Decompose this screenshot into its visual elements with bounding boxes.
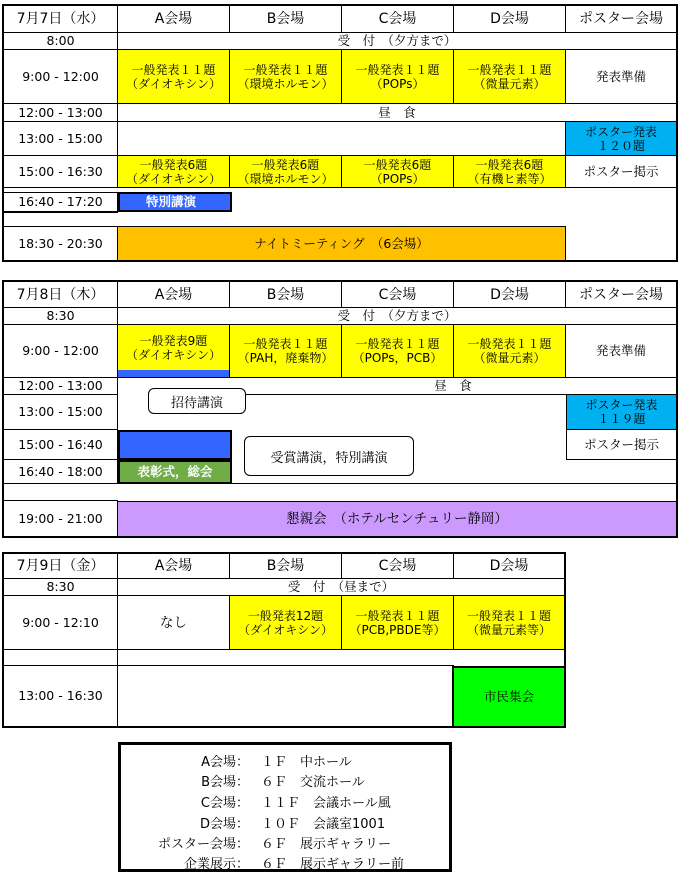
legend-value: ６Ｆ 展示ギャラリー前 (261, 857, 405, 872)
lunch-cell: 昼 食 (230, 378, 676, 395)
venue-header: D会場 (454, 282, 566, 308)
special-lecture-cell: 特別講演 (118, 192, 232, 212)
date-header: 7月8日（木） (4, 282, 118, 308)
session-cell: 一般発表6題 （有機ヒ素等） (454, 156, 566, 188)
row-divider (118, 665, 454, 666)
venue-header: B会場 (230, 554, 342, 579)
legend-row (121, 811, 449, 831)
invited-lecture-bar (118, 370, 230, 378)
time-label: 12:00 - 13:00 (4, 378, 118, 395)
award-lecture-block (118, 430, 232, 460)
session-cell: 一般発表6題 （ダイオキシン） (118, 156, 230, 188)
award-lecture-callout: 受賞講演，特別講演 (244, 436, 414, 476)
row-divider (4, 212, 118, 213)
legend-key: B会場： (201, 775, 249, 790)
venue-header: C会場 (342, 6, 454, 33)
session-cell: 一般発表１１題 （微量元素等） (454, 596, 564, 650)
legend-row (121, 749, 449, 769)
session-cell: 一般発表１１題 （PCB,PBDE等） (342, 596, 454, 650)
time-label: 19:00 - 21:00 (4, 501, 118, 536)
reception-cell: 受 付 （昼まで） (118, 579, 564, 596)
legend-value: １０Ｆ 会議室1001 (261, 817, 386, 832)
session-cell: 一般発表6題 （POPs） (342, 156, 454, 188)
poster-presentation-cell: ポスター発表 １１９題 (566, 395, 676, 430)
venue-header: B会場 (230, 282, 342, 308)
venue-header: ポスター会場 (566, 282, 676, 308)
poster-prep-cell: 発表準備 (566, 325, 676, 378)
legend-key: C会場： (200, 796, 249, 811)
venue-header: C会場 (342, 282, 454, 308)
venue-header: D会場 (454, 554, 564, 579)
time-label: 9:00 - 12:00 (4, 325, 118, 378)
session-cell: 一般発表１１題 （環境ホルモン） (230, 50, 342, 104)
time-spacer (4, 650, 118, 666)
time-label: 15:00 - 16:40 (4, 430, 118, 460)
session-cell: 一般発表１１題 （PAH，廃棄物） (230, 325, 342, 378)
session-cell: 一般発表１１題 （微量元素） (454, 325, 566, 378)
legend-value: ６Ｆ 交流ホール (261, 775, 365, 790)
ceremony-cell: 表彰式，総会 (118, 460, 232, 484)
poster-presentation-cell: ポスター発表 １２０題 (566, 122, 676, 156)
venue-header: A会場 (118, 554, 230, 579)
schedule-day2 (2, 280, 678, 538)
legend-row (121, 790, 449, 810)
legend-key: ポスター会場： (157, 837, 249, 852)
empty-cell (118, 122, 566, 156)
time-label: 8:30 (4, 579, 118, 596)
session-cell: 一般発表9題 （ダイオキシン） (118, 325, 230, 370)
poster-post-cell: ポスター掲示 (566, 430, 676, 460)
date-header: 7月9日（金） (4, 554, 118, 579)
reception-cell: 受 付 （夕方まで） (118, 308, 676, 325)
legend-key: 企業展示： (183, 857, 249, 872)
legend-row (121, 831, 449, 851)
time-label: 12:00 - 13:00 (4, 104, 118, 122)
time-label: 18:30 - 20:30 (4, 226, 118, 260)
time-label: 9:00 - 12:00 (4, 50, 118, 104)
legend-key: D会場： (199, 817, 249, 832)
schedule-day1 (2, 4, 678, 262)
legend-row (121, 769, 449, 789)
time-label: 15:00 - 16:30 (4, 156, 118, 188)
session-cell: 一般発表6題 （環境ホルモン） (230, 156, 342, 188)
legend-value: ６Ｆ 展示ギャラリー (261, 837, 392, 852)
venue-legend (118, 742, 452, 872)
reception-cell: 受 付 （夕方まで） (118, 33, 676, 50)
venue-header: C会場 (342, 554, 454, 579)
legend-value: １１Ｆ 会議ホール風 (261, 796, 391, 811)
citizen-forum-cell: 市民集会 (452, 666, 566, 728)
none-cell: なし (118, 596, 230, 650)
legend-value: １Ｆ 中ホール (261, 755, 352, 770)
night-meeting-cell: ナイトミーティング （6会場） (118, 226, 566, 260)
date-header: 7月7日（水） (4, 6, 118, 33)
time-label: 13:00 - 16:30 (4, 666, 118, 726)
time-label: 13:00 - 15:00 (4, 122, 118, 156)
session-cell: 一般発表12題 （ダイオキシン） (230, 596, 342, 650)
poster-prep-cell: 発表準備 (566, 50, 676, 104)
invited-lecture-callout: 招待講演 (148, 388, 246, 414)
time-label: 16:40 - 18:00 (4, 460, 118, 484)
legend-row (121, 851, 449, 871)
time-label: 13:00 - 15:00 (4, 395, 118, 430)
legend-key: A会場： (201, 755, 249, 770)
session-cell: 一般発表１１題 （ダイオキシン） (118, 50, 230, 104)
poster-post-cell: ポスター掲示 (566, 156, 676, 188)
row-divider (232, 483, 676, 484)
venue-header: ポスター会場 (566, 6, 676, 33)
lunch-cell: 昼 食 (118, 104, 676, 122)
venue-header: A会場 (118, 282, 230, 308)
time-label: 8:30 (4, 308, 118, 325)
time-label: 9:00 - 12:10 (4, 596, 118, 650)
time-label: 16:40 - 17:20 (4, 192, 118, 212)
time-label: 8:00 (4, 33, 118, 50)
venue-header: A会場 (118, 6, 230, 33)
venue-header: D会場 (454, 6, 566, 33)
schedule-day3 (2, 552, 566, 728)
session-cell: 一般発表１１題 （POPs） (342, 50, 454, 104)
session-cell: 一般発表１１題 （POPs，PCB） (342, 325, 454, 378)
banquet-cell: 懇親会 （ホテルセンチュリー静岡） (118, 501, 676, 536)
venue-header: B会場 (230, 6, 342, 33)
session-cell: 一般発表１１題 （微量元素） (454, 50, 566, 104)
